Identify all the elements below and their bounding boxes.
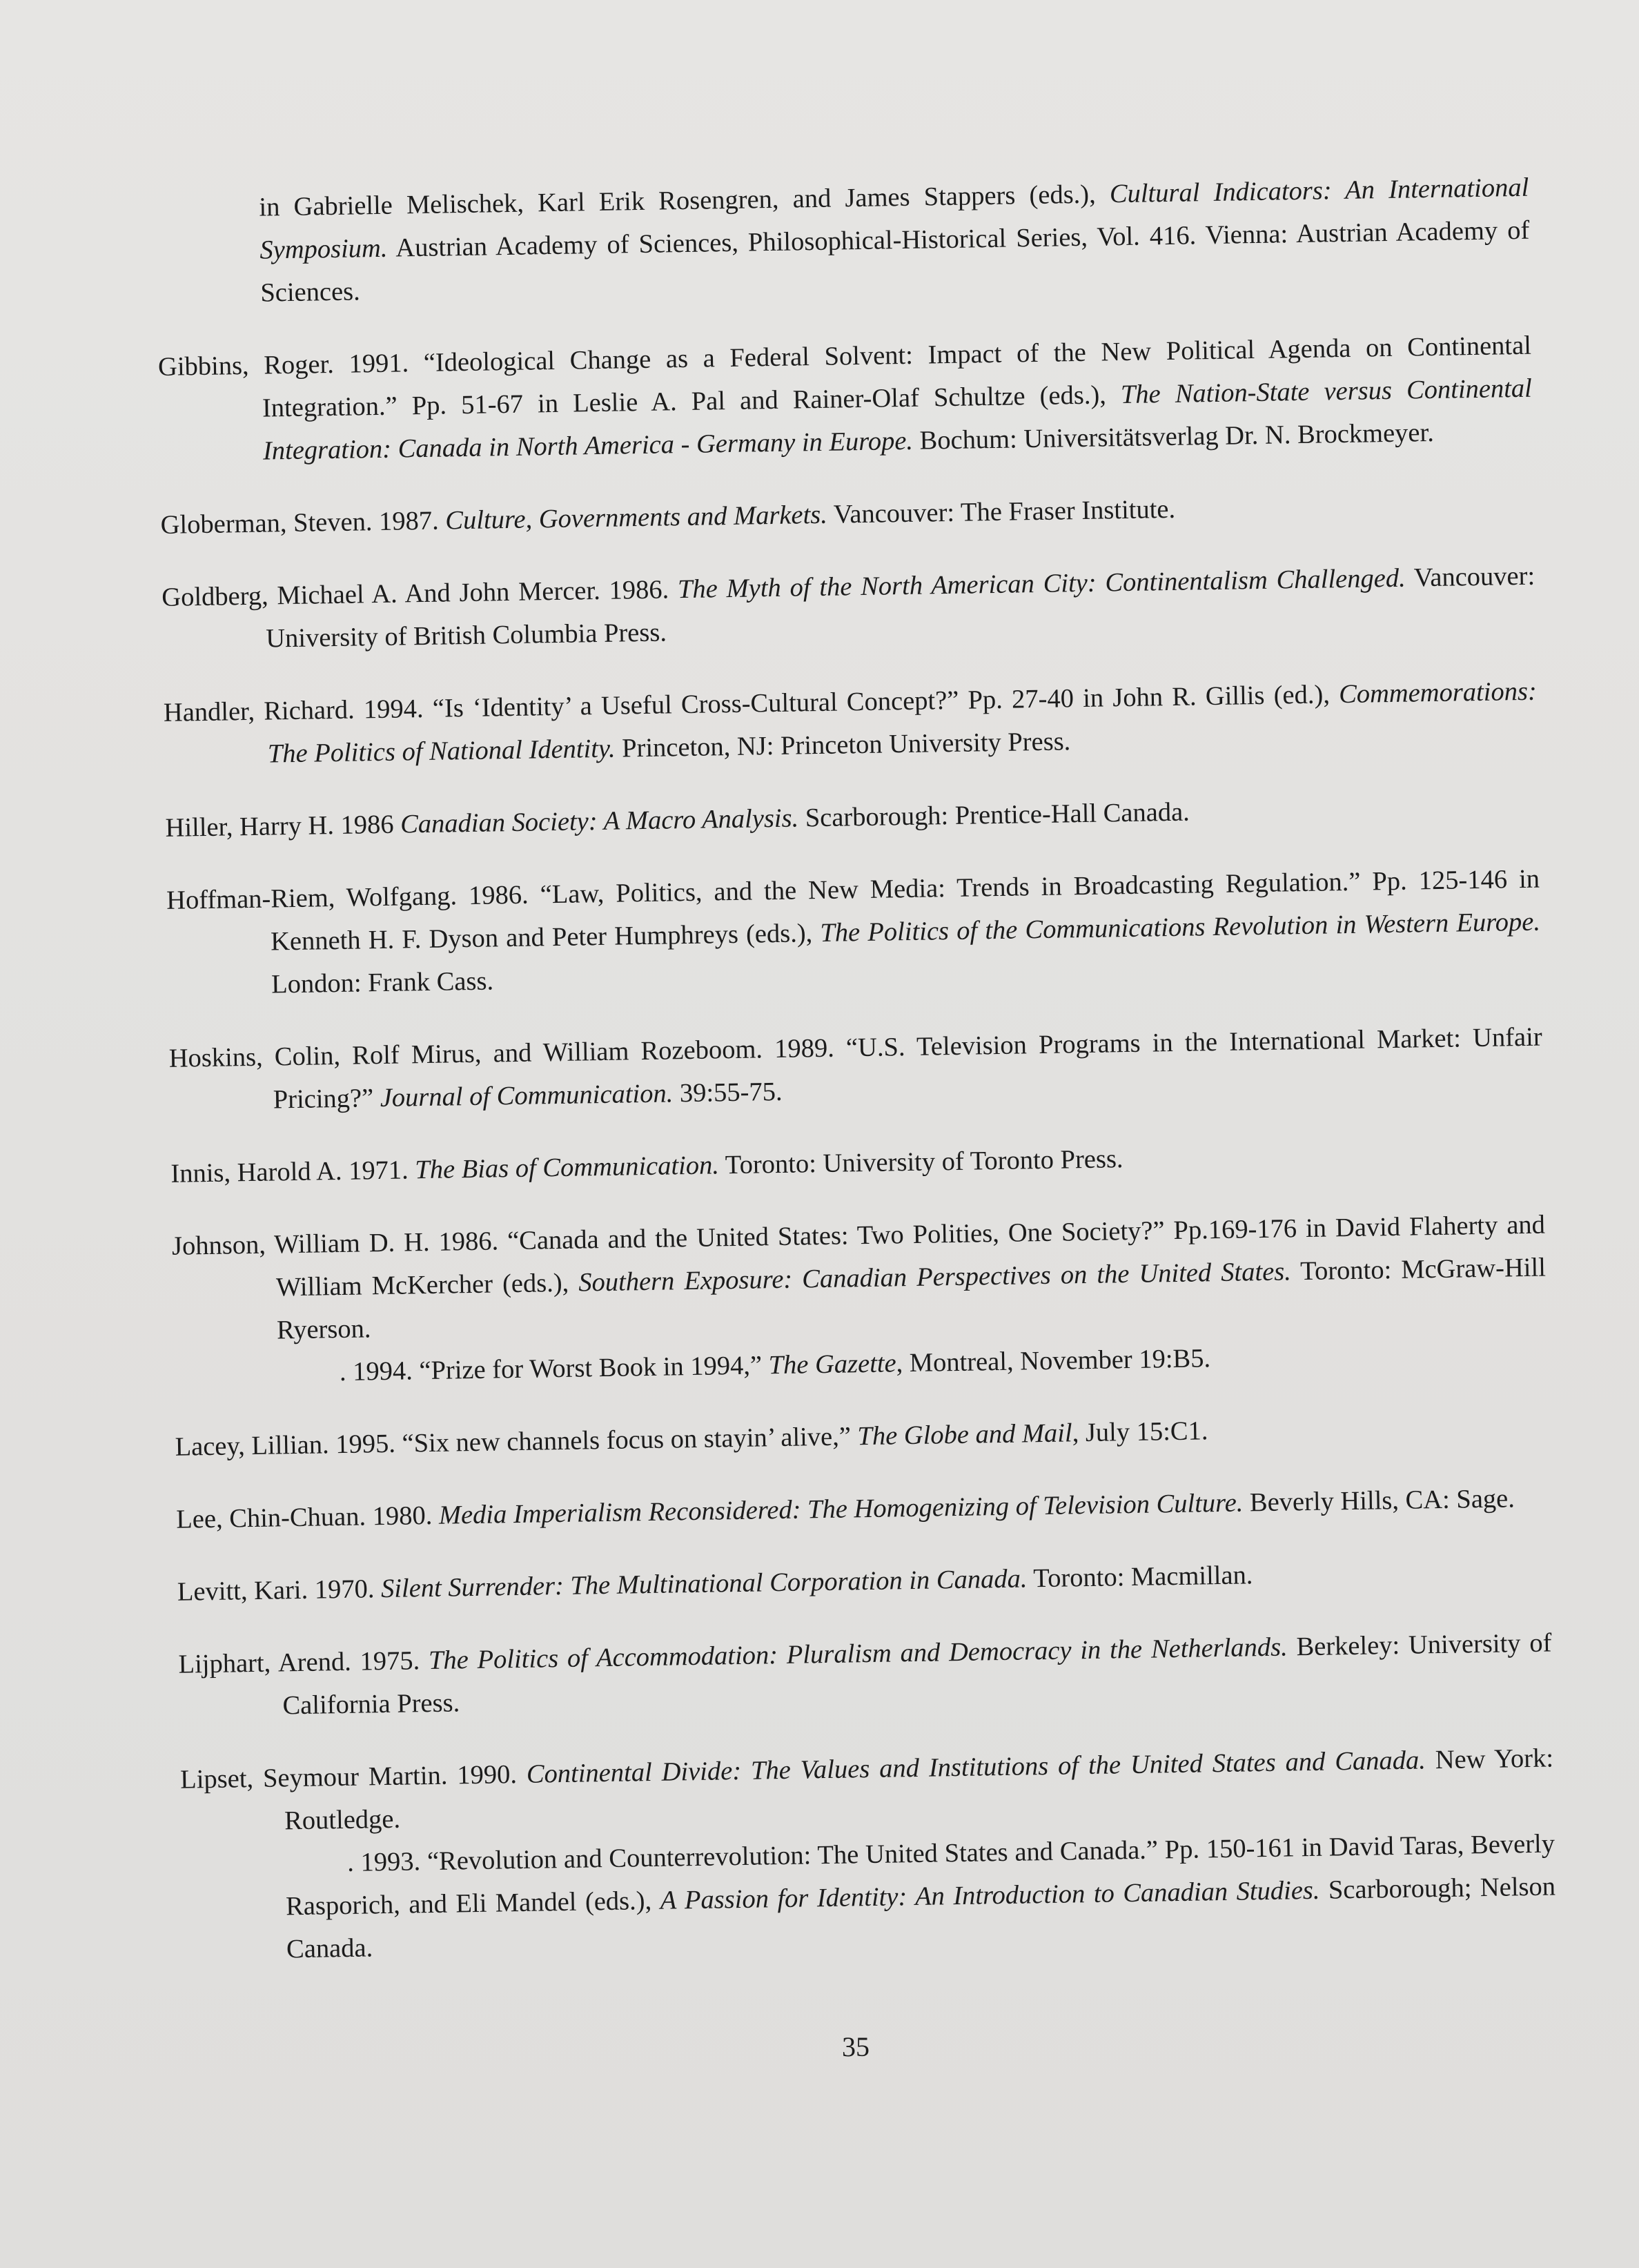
reference-entry: in Gabrielle Melischek, Karl Erik Rosengren, and James Stappers (eds.), Cultural Indicators: An International Symposium. Austrian Academy of Sciences, Philosophical-Historical Series, Vol. 416. Vienna: Austrian Academy of Sciences. <box>259 173 1530 308</box>
reference-title: The Myth of the North American City: Continentalism Challenged. <box>677 563 1406 605</box>
reference-entry: Hoskins, Colin, Rolf Mirus, and William Rozeboom. 1989. “U.S. Television Programs in the International Market: Unfair Pricing?” Journal of Communication. 39:55-75. <box>168 1022 1542 1115</box>
reference-title: Silent Surrender: The Multinational Corporation in Canada. <box>380 1564 1028 1604</box>
reference-title: Culture, Governments and Markets. <box>445 500 828 536</box>
reference-title: The Nation-State versus Continental Integration: Canada in North America - Germany in Europe. <box>262 373 1533 466</box>
reference-list <box>155 166 1557 2002</box>
reference-entry-same-author: . 1994. “Prize for Worst Book in 1994,” The Gazette, Montreal, November 19:B5. <box>339 1344 1211 1387</box>
reference-title: The Globe and Mail <box>857 1418 1072 1451</box>
reference-entry: Gibbins, Roger. 1991. “Ideological Change as a Federal Solvent: Impact of the New Political Agenda on Continental Integration.” Pp. 51-67 in Leslie A. Pal and Rainer-Olaf Schultze (eds.), The Nation-State versus Continental Integration: Canada in North America - Germany in Europe. Bochum: Universitätsverlag Dr. N. Brockmeyer. <box>157 331 1533 466</box>
reference-title: The Bias of Communication. <box>415 1151 720 1185</box>
reference-title: The Gazette <box>768 1349 896 1380</box>
reference-title: Commemorations: The Politics of National Identity. <box>267 676 1538 769</box>
reference-entry: Innis, Harold A. 1971. The Bias of Communication. Toronto: University of Toronto Press. <box>170 1144 1123 1189</box>
reference-entry: Lacey, Lillian. 1995. “Six new channels focus on stayin’ alive,” The Globe and Mail, July 15:C1. <box>175 1416 1208 1462</box>
reference-entry: Hoffman-Riem, Wolfgang. 1986. “Law, Politics, and the New Media: Trends in Broadcasting Regulation.” Pp. 125-146 in Kenneth H. F. Dyson and Peter Humphreys (eds.), The Politics of the Communications Revolution in Western Europe. London: Frank Cass. <box>166 864 1541 999</box>
reference-entry: Globerman, Steven. 1987. Culture, Governments and Markets. Vancouver: The Fraser Institute. <box>160 494 1176 540</box>
reference-title: A Passion for Identity: An Introduction to Canadian Studies. <box>660 1875 1320 1915</box>
reference-entry: Goldberg, Michael A. And John Mercer. 1986. The Myth of the North American City: Continentalism Challenged. Vancouver: University of British Columbia Press. <box>161 561 1535 654</box>
reference-title: Canadian Society: A Macro Analysis. <box>400 803 799 839</box>
page-number: 35 <box>842 2031 870 2062</box>
reference-entry: Levitt, Kari. 1970. Silent Surrender: The Multinational Corporation in Canada. Toronto: Macmillan. <box>177 1561 1253 1607</box>
reference-title: The Politics of the Communications Revolution in Western Europe. <box>820 907 1541 948</box>
reference-entry: Johnson, William D. H. 1986. “Canada and the United States: Two Polities, One Society?” Pp.169-176 in David Flaherty and William McKercher (eds.), Southern Exposure: Canadian Perspectives on the United States. Toronto: McGraw-Hill Ryerson. <box>171 1210 1547 1345</box>
reference-title: Southern Exposure: Canadian Perspectives on the United States. <box>578 1257 1292 1298</box>
reference-entry: Lipset, Seymour Martin. 1990. Continental Divide: The Values and Institutions of the United States and Canada. New York: Routledge. <box>179 1743 1554 1836</box>
reference-entry-same-author: . 1993. “Revolution and Counterrevolution: The United States and Canada.” Pp. 150-161 in David Taras, Beverly Rasporich, and Eli Mandel (eds.), A Passion for Identity: An Introduction to Canadian Studies. Scarborough; Nelson Canada. <box>285 1829 1556 1964</box>
reference-title: Continental Divide: The Values and Institutions of the United States and Canada. <box>526 1746 1426 1789</box>
reference-title: The Politics of Accommodation: Pluralism and Democracy in the Netherlands. <box>428 1632 1288 1676</box>
reference-title: Media Imperialism Reconsidered: The Homogenizing of Television Culture. <box>438 1488 1244 1530</box>
reference-entry: Lijphart, Arend. 1975. The Politics of Accommodation: Pluralism and Democracy in the Netherlands. Berkeley: University of California Press. <box>178 1628 1552 1721</box>
reference-entry: Lee, Chin-Chuan. 1980. Media Imperialism Reconsidered: The Homogenizing of Television Culture. Beverly Hills, CA: Sage. <box>175 1484 1515 1534</box>
reference-title: Journal of Communication. <box>380 1079 674 1113</box>
reference-entry: Handler, Richard. 1994. “Is ‘Identity’ a Useful Cross-Cultural Concept?” Pp. 27-40 in John R. Gillis (ed.), Commemorations: The Politics of National Identity. Princeton, NJ: Princeton University Press. <box>163 676 1538 769</box>
reference-title: Cultural Indicators: An International Symposium. <box>259 173 1529 265</box>
reference-entry: Hiller, Harry H. 1986 Canadian Society: A Macro Analysis. Scarborough: Prentice-Hall Canada. <box>165 797 1190 843</box>
